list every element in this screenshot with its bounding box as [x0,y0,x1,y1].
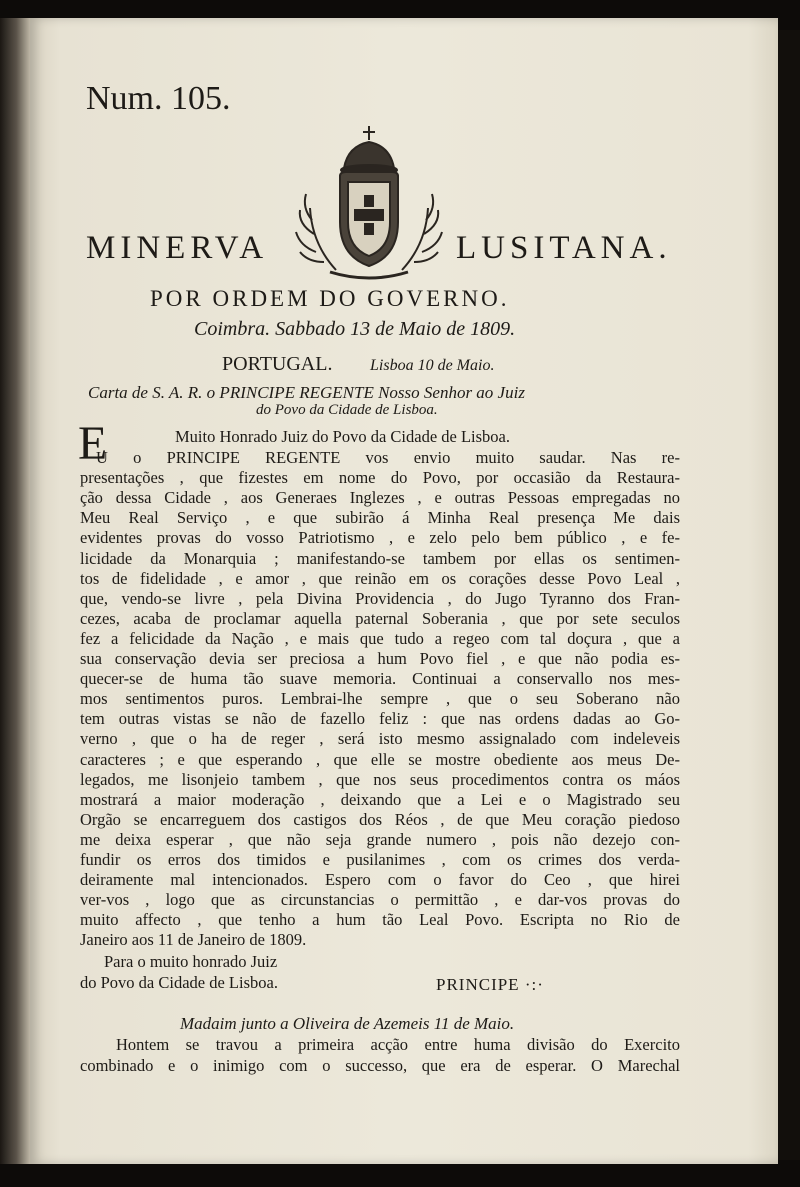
title-lusitana: LUSITANA. [456,230,672,266]
letter-body-line: fez a felicidade da Nação , e mais que tudo a regeo com tal doçura , que a [80,628,680,648]
letter-body-line: Janeiro aos 11 de Janeiro de 1809. [80,930,307,950]
book-spine-edge [0,18,30,1164]
masthead-subtitle: POR ORDEM DO GOVERNO. [150,286,510,311]
letter-body-line: verno , que o ha de reger , será isto mesmo assignalado com indeleveis [80,729,680,749]
masthead-dateline: Coimbra. Sabbado 13 de Maio de 1809. [194,318,516,340]
drop-cap: E [78,417,108,470]
news-heading: Madaim junto a Oliveira de Azemeis 11 de Maio. [180,1014,515,1033]
letter-body-line: Meu Real Serviço , e que subirão á Minha Real presença Me dais [80,508,680,528]
letter-body-line: ção dessa Cidade , aos Generaes Inglezes , e outras Pessoas empregadas no [80,488,680,508]
letter-body-line: evidentes provas do vosso Patriotismo , e zelo pelo bem público , e fe- [80,528,680,548]
letter-body-line: tem outras vistas se não de fazello feliz : que nas ordens dadas ao Go- [80,709,680,729]
letter-title-line-1: Carta de S. A. R. o PRINCIPE REGENTE Nosso Senhor ao Juiz [88,383,525,402]
letter-closing-line-2: do Povo da Cidade de Lisboa. [80,973,278,992]
letter-body-line: cezes, acaba de proclamar aquella paternal Soberania , que por sete seculos [80,608,680,628]
title-minerva: MINERVA [86,230,269,266]
letter-body-line: presentações , que fizestes em nome do Povo, por occasião da Restaura- [80,468,680,488]
section-heading: PORTUGAL. [222,353,333,375]
letter-body-line: muito affecto , que tenho a hum tão Leal Povo. Escripta no Rio de [80,910,680,930]
section-place-date: Lisboa 10 de Maio. [370,357,495,374]
letter-body-line: legados, me lisonjeio tambem , que nos seus procedimentos contra os máos [80,769,680,789]
letter-body-line: mos sentimentos puros. Lembrai-lhe sempre , que o seu Soberano não [80,689,680,709]
letter-body-line: mostrará a maior moderação , deixando que a Lei e o Magistrado seu [80,789,680,809]
letter-body-line: quecer-se de huma tão suave memoria. Continuai a conservallo nos mes- [80,669,680,689]
letter-salutation: Muito Honrado Juiz do Povo da Cidade de Lisboa. [175,427,510,446]
letter-body-line: sua conservação devia ser preciosa a hum Povo fiel , e que não podia es- [80,649,680,668]
letter-body-line: fundir os erros dos timidos e pusilanimes , com os crimes dos verda- [80,850,680,869]
royal-coat-of-arms-icon [286,124,452,284]
news-line-2: combinado e o inimigo com o successo, que era de esperar. O Marechal [80,1056,680,1075]
letter-body-line: deiramente mal intencionados. Espero com o favor do Ceo , que hirei [80,870,680,890]
letter-body-line: Orgão se encarreguem dos castigos dos Réos , de que Meu coração piedoso [80,809,680,829]
letter-body-line: licidade da Monarquia ; manifestando-se tambem por ellas os sentimen- [80,548,680,568]
letter-title-line-2: do Povo da Cidade de Lisboa. [256,402,438,418]
news-line-1: Hontem se travou a primeira acção entre huma divisão do Exercito [116,1035,680,1054]
dark-background-edge [778,30,800,1160]
letter-signature: PRINCIPE ·:· [436,975,544,994]
letter-body-line: tos de fidelidade , e amor , que reinão em os corações desse Povo Leal , [80,568,680,588]
letter-body-line: me deixa esperar , que não seja grande numero , pois não dezejo con- [80,829,680,849]
issue-number: Num. 105. [86,80,231,117]
letter-body-line: U o PRINCIPE REGENTE vos envio muito saudar. Nas re- [96,448,680,467]
letter-closing-line-1: Para o muito honrado Juiz [104,952,278,971]
letter-body-line: caracteres ; e que esperando , que elle se mostre obediente aos meus De- [80,749,680,769]
letter-body-line: que, vendo-se livre , pela Divina Providencia , do Jugo Tyranno dos Fran- [80,588,680,608]
letter-body-line: ver-vos , logo que as circunstancias o permittão , e dar-vos provas do [80,890,680,910]
